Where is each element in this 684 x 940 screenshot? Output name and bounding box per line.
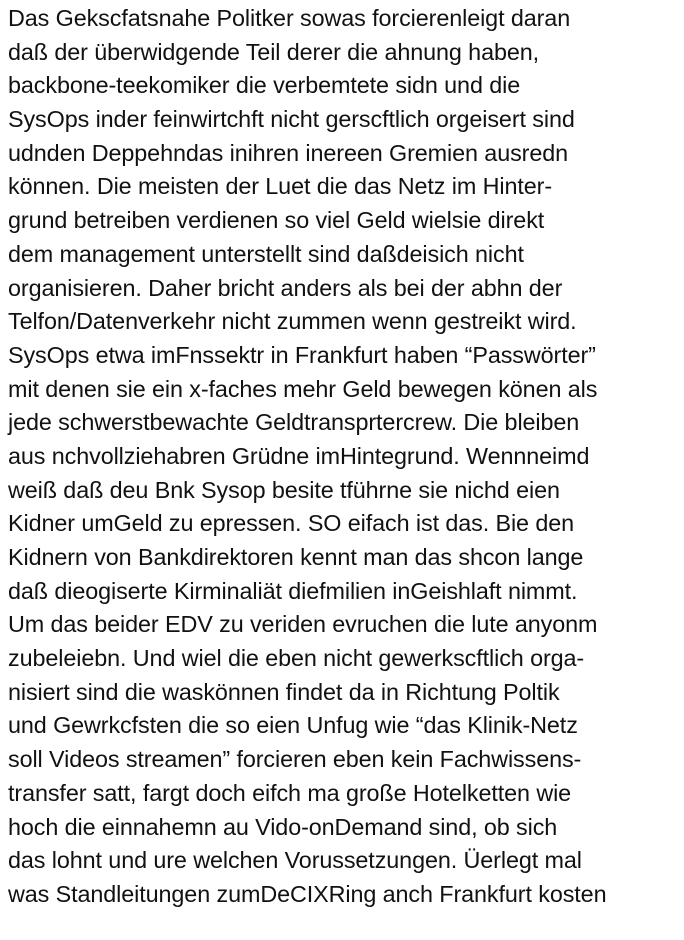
- text-line: aus nchvollziehabren Grüdne imHintegrund. Wennneimd: [8, 442, 590, 469]
- text-line: SysOps inder feinwirtchft nicht gerscftlich orgeisert sind: [8, 106, 575, 133]
- text-line: grund betreiben verdienen so viel Geld wielsie direkt: [8, 207, 545, 234]
- text-line: organisieren. Daher bricht anders als bei der abhn der: [8, 274, 563, 301]
- text-line: backbone-teekomiker die verbemtete sidn und die: [8, 72, 521, 99]
- text-line: Um das beider EDV zu veriden evruchen die lute anyonm: [8, 611, 598, 638]
- text-line: hoch die einnahemn au Vido-onDemand sind, ob sich: [8, 813, 558, 840]
- text-line: können. Die meisten der Luet die das Netz im Hinter-: [8, 173, 553, 200]
- text-line: soll Videos streamen” forcieren eben kein Fachwissens-: [8, 746, 582, 773]
- text-line: Kidnern von Bankdirektoren kennt man das shcon lange: [8, 544, 584, 570]
- text-line: Telfon/Datenverkehr nicht zummen wenn gestreikt wird.: [8, 308, 577, 335]
- text-line: daß dieogiserte Kirminaliät diefmilien inGeishlaft nimmt.: [8, 577, 578, 604]
- text-line: nisiert sind die waskönnen findet da in Richtung Poltik: [8, 678, 560, 705]
- text-line: das lohnt und ure welchen Vorussetzungen. Üerlegt mal: [8, 847, 582, 874]
- text-line: jede schwerstbewachte Geldtransprtercrew. Die bleiben: [8, 409, 580, 436]
- text-line: udnden Deppehndas inihren inereen Gremien ausredn: [8, 139, 569, 166]
- text-line: dem management unterstellt sind daßdeisich nicht: [8, 240, 524, 267]
- text-line: mit denen sie ein x-faches mehr Geld bewegen könen als: [8, 375, 598, 402]
- text-line: was Standleitungen zumDeCIXRing anch Frankfurt kosten: [8, 880, 607, 907]
- body-text: [8, 2, 684, 912]
- text-line: transfer satt, fargt doch eifch ma große Hotelketten wie: [8, 779, 572, 806]
- text-line: SysOps etwa imFnssektr in Frankfurt haben “Passwörter”: [8, 341, 596, 368]
- text-line: Kidner umGeld zu epressen. SO eifach ist das. Bie den: [8, 510, 575, 537]
- text-line: Das Gekscfatsnahe Politker sowas forcierenleigt daran: [8, 5, 571, 31]
- text-line: zubeleiebn. Und wiel die eben nicht gewerkscftlich orga-: [8, 645, 585, 672]
- text-line: und Gewrkcfsten die so eien Unfug wie “das Klinik-Netz: [8, 712, 578, 739]
- text-line: daß der überwidgende Teil derer die ahnung haben,: [8, 38, 540, 65]
- text-line: weiß daß deu Bnk Sysop besite tführne sie nichd eien: [8, 476, 560, 503]
